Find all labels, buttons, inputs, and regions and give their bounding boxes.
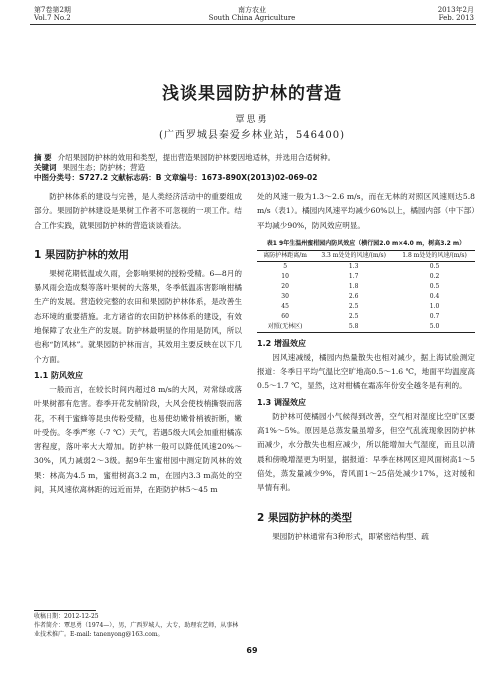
abstract-label: 摘 要 bbox=[34, 153, 52, 162]
table-cell: 20 bbox=[281, 282, 289, 290]
article-affiliation: (广西罗城县秦爱乡林业站，546400) bbox=[159, 130, 345, 141]
footnote bbox=[34, 612, 244, 639]
table-row bbox=[257, 322, 475, 333]
table-cell: 0.5 bbox=[429, 282, 440, 290]
abstract-line bbox=[34, 153, 335, 163]
table-cell: 0.5 bbox=[429, 262, 440, 270]
journal-cn: 南方农业 bbox=[238, 6, 266, 14]
table-row bbox=[257, 292, 475, 302]
section-2-paragraph: 果园防护林通常有3种形式，即紧密结构型、疏 bbox=[272, 531, 429, 541]
wind-speed-table bbox=[257, 250, 475, 333]
date-en: Feb. 2013 bbox=[438, 14, 474, 22]
table-cell: 60 bbox=[281, 312, 289, 320]
table-cell: 0.2 bbox=[429, 272, 440, 280]
table-cell: 5.8 bbox=[348, 322, 359, 330]
section-1-paragraph: 果树花期低温或久雨，会影响果树的授粉受精。6—8月的暴风雨会造成梨等落叶果树的大落果，冬季低温冻害影响柑橘生产的发展。营造较完整的农田和果园防护林体系，是改善生态环境的重要措施。北方诸省的农田防护林体系的建设，有效地保障了农业生产的发展。防护林最明显的作用是防风，所以也称“防风林”。就果园防护林而言，其效用主要反映在以下几个方面。 bbox=[34, 268, 242, 364]
page-number: 69 bbox=[246, 646, 258, 655]
table-header-cell: 3.3 m处处的风速/(m/s) bbox=[321, 251, 386, 259]
table-row bbox=[257, 312, 475, 322]
table-cell: 1.8 bbox=[348, 282, 359, 290]
subsection-1-1-heading: 1.1 防风效应 bbox=[34, 370, 83, 380]
keywords-text: 果园生态；防护林；营造 bbox=[62, 163, 145, 172]
left-column bbox=[34, 190, 242, 497]
author-bio: 作者简介：覃思勇（1974—），男，广西罗城人，大专，助理农艺师，从事林业技术推广。E-mail: tanenyong@163.com。 bbox=[34, 622, 239, 638]
subsection-1-1-paragraph: 一般而言，在较长时间内超过8 m/s的大风，对常绿或落叶果树都有危害。春季开花发梢阶段，大风会使枝梢撕裂而落花，不利于蜜蜂等昆虫传粉受精，也易使幼嫩骨梢被折断，嫩叶受伤。冬季严寒（-7 ℃）天气，若遇5级大风会加重柑橘冻害程度，落叶率大大增加。防护林一般可以降低风速20%～30%，风力减弱2～3级。据9年生蜜柑园中测定防风林的效果：林高为4.5 m，蜜柑树高3.2 m，在园内3.3 m高处的空间，其风速依离林距的远近而异，在距防护林5～45 m bbox=[34, 384, 242, 495]
intro-paragraph: 防护林体系的建设与完善，是人类经济活动中的重要组成部分。果园防护林建设是果树工作者不可忽视的一项工作。结合工作实践，就果园防护林的营造谈谈看法。 bbox=[34, 192, 242, 230]
table-cell: 45 bbox=[281, 302, 289, 310]
table-header-cell: 1.8 m处处的风速/(m/s) bbox=[402, 251, 467, 259]
table-cell: 5 bbox=[283, 262, 288, 270]
table-header-row bbox=[257, 250, 475, 261]
table-caption: 表1 9年生温州蜜柑园内防风效应（横行园2.0 m×4.0 m，树高3.2 m） bbox=[266, 239, 466, 247]
table-row bbox=[257, 261, 475, 272]
table-cell: 2.6 bbox=[348, 292, 359, 300]
table-cell: 0.7 bbox=[429, 312, 440, 320]
abstract-text: 介绍果园防护林的效用和类型，提出营造果园防护林要因地适林，并选用合适树种。 bbox=[57, 153, 336, 162]
date-cn: 2013年2月 bbox=[437, 6, 474, 14]
table-row bbox=[257, 272, 475, 282]
section-2-heading: 2 果园防护林的类型 bbox=[257, 511, 352, 524]
volume-en: Vol.7 No.2 bbox=[34, 14, 71, 22]
right-column bbox=[257, 190, 475, 544]
table-cell: 0.4 bbox=[429, 292, 440, 300]
header-date bbox=[438, 6, 474, 22]
keywords-line bbox=[34, 163, 145, 173]
keywords-label: 关键词 bbox=[34, 163, 57, 172]
table-cell: 1.0 bbox=[429, 302, 440, 310]
table-cell: 10 bbox=[281, 272, 289, 280]
footnote-divider bbox=[34, 610, 96, 611]
volume-cn: 第7卷第2期 bbox=[34, 6, 71, 14]
table-cell: 5.0 bbox=[429, 322, 440, 330]
table-header-cell: 离防护林距离/m bbox=[263, 251, 307, 259]
subsection-1-2-paragraph: 因风速减缓，橘园内热量散失也相对减少，据上海试验测定报道：冬季日平均气温比空旷地高0.5～1.6 ℃，地面平均温度高0.5～1.7 ℃，显然，这对柑橘在霜冻年份安全越冬是有利的。 bbox=[257, 352, 475, 391]
subsection-1-3-paragraph: 防护林可使橘园小气候得到改善，空气相对湿度比空旷区要高1%～5%。原因是总蒸发量虽增多，但空气乱流现象因防护林而减少，水分散失也相应减少，所以能增加大气湿度，而且以清晨和傍晚增湿更为明显，据报道：早季在林网区迎风面树高1～5倍处，蒸发量减少9%，背风面1～25倍处减少17%，这对缓和旱情有利。 bbox=[257, 411, 475, 493]
table-cell: 2.5 bbox=[348, 302, 359, 310]
subsection-1-2-heading: 1.2 增温效应 bbox=[257, 338, 306, 348]
table-cell: 1.3 bbox=[348, 262, 359, 270]
table-cell: 对照(无林区) bbox=[267, 322, 303, 330]
article-title: 浅谈果园防护林的营造 bbox=[162, 84, 342, 104]
article-author: 覃思勇 bbox=[235, 115, 269, 125]
section-1-heading: 1 果园防护林的效用 bbox=[34, 248, 129, 261]
subsection-1-3-heading: 1.3 调湿效应 bbox=[257, 397, 306, 407]
table-cell: 30 bbox=[281, 292, 289, 300]
table-row bbox=[257, 282, 475, 292]
received-date: 收稿日期：2012-12-25 bbox=[34, 613, 99, 620]
classification-line: 中图分类号：S727.2 文献标志码：B 文章编号：1673-890X(2013)02-069-02 bbox=[34, 173, 318, 182]
table-row bbox=[257, 302, 475, 312]
continued-paragraph: 处的风速一般为1.3～2.6 m/s，而在无林的对照区风速则达5.8 m/s（表1）。橘园内风速平均减少60%以上，橘园内部（中下部）平均减少90%，防风效应明显。 bbox=[257, 192, 475, 230]
table-cell: 2.5 bbox=[348, 312, 359, 320]
header-journal bbox=[0, 6, 504, 22]
journal-en: South China Agriculture bbox=[208, 14, 296, 22]
header-divider bbox=[30, 24, 476, 25]
table-cell: 1.7 bbox=[348, 272, 359, 280]
